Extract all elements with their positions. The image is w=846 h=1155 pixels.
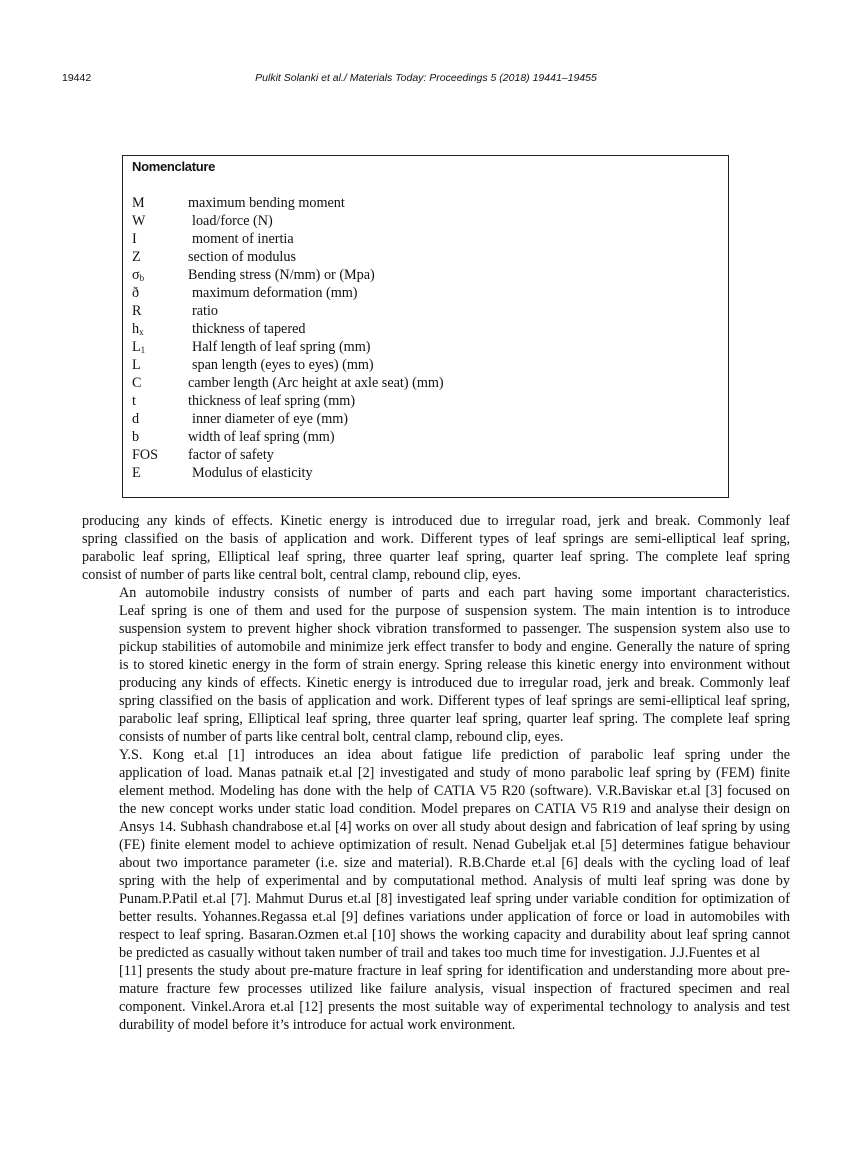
nomenclature-definition: width of leaf spring (mm) <box>188 429 335 445</box>
nomenclature-definition: moment of inertia <box>192 231 294 247</box>
paragraph-2 <box>62 584 790 746</box>
nomenclature-title: Nomenclature <box>132 159 216 174</box>
text-line: be predicted as casually without taken number of trail and takes too much time for investigation. J.J.Fuentes et al <box>119 945 761 961</box>
text-line: parabolic leaf spring, Elliptical leaf spring, three quarter leaf spring, quarter leaf spring. The complete leaf spring <box>119 711 790 727</box>
nomenclature-symbol: d <box>132 411 140 427</box>
paragraph-1 <box>62 512 790 584</box>
nomenclature-symbol: t <box>132 393 136 409</box>
nomenclature-box <box>122 155 729 498</box>
nomenclature-definition: factor of safety <box>188 447 274 463</box>
running-header <box>62 72 790 90</box>
text-line: durability of model before it’s introduce for actual work environment. <box>119 1017 516 1033</box>
body-text <box>62 512 790 1034</box>
nomenclature-definition: Modulus of elasticity <box>192 465 313 481</box>
text-line: spring classified on the basis of application and work. Different types of leaf springs are semi-elliptical leaf spring, <box>82 531 790 547</box>
text-line: consists of number of parts like central bolt, central clamp, rebound clip, eyes. <box>119 729 564 745</box>
text-line: is to stored kinetic energy in the form of strain energy. Spring release this kinetic energy into environment without <box>119 657 790 673</box>
text-line: element method. Modeling has done with the help of CATIA V5 R20 (software). V.R.Baviskar et.al [3] focused on <box>119 783 790 799</box>
nomenclature-symbol: b <box>132 429 140 445</box>
text-line: component. Vinkel.Arora et.al [12] presents the most suitable way of experimental technology to analysis and test <box>119 999 790 1015</box>
paragraph-3 <box>62 746 790 1034</box>
nomenclature-symbol: $\sigma_b$ <box>132 267 145 283</box>
journal-citation: Pulkit Solanki et al./ Materials Today: Proceedings 5 (2018) 19441–19455 <box>255 72 597 84</box>
nomenclature-definition: ratio <box>192 303 218 319</box>
nomenclature-definition: section of modulus <box>188 249 296 265</box>
nomenclature-symbol: Z <box>132 249 141 265</box>
text-line: better results. Yohannes.Regassa et.al [9] defines variations under application of force or load in automobiles with <box>119 909 790 925</box>
nomenclature-definition: thickness of leaf spring (mm) <box>188 393 356 409</box>
text-line: suspension system to prevent higher shock vibration transformed to passenger. The suspension system also use to <box>119 621 790 637</box>
text-line: Leaf spring is one of them and used for the purpose of suspension system. The main intention is to introduce <box>119 603 790 619</box>
nomenclature-definition: Bending stress (N/mm) or (Mpa) <box>188 267 375 283</box>
nomenclature-symbol: FOS <box>132 447 159 463</box>
nomenclature-symbol: I <box>132 231 137 247</box>
text-line: parabolic leaf spring, Elliptical leaf spring, three quarter leaf spring, quarter leaf spring. The complete leaf spring <box>82 549 790 565</box>
text-line: consist of number of parts like central bolt, central clamp, rebound clip, eyes. <box>82 567 521 583</box>
nomenclature-symbol: C <box>132 375 142 391</box>
nomenclature-symbol: $h_x$ <box>132 321 144 337</box>
nomenclature-symbol: $L_1$ <box>132 339 146 355</box>
page-number: 19442 <box>62 72 92 84</box>
text-line: respect to leaf spring. Basaran.Ozmen et.al [10] shows the working capacity and durability about leaf spring cannot <box>119 927 790 943</box>
nomenclature-symbol: L <box>132 357 141 373</box>
nomenclature-definition: maximum bending moment <box>188 195 345 211</box>
text-line: Ansys 14. Subhash chandrabose et.al [4] works on over all study about design and fabrication of leaf spring by using <box>119 819 790 835</box>
nomenclature-symbol: ð <box>132 285 140 301</box>
text-line: pickup stabilities of automobile and minimize jerk effect transfer to body and engine. Generally the nature of spring <box>119 639 790 655</box>
text-line: [11] presents the study about pre-mature fracture in leaf spring for identification and understanding more about pre- <box>119 963 790 979</box>
nomenclature-definition: span length (eyes to eyes) (mm) <box>192 357 374 373</box>
nomenclature-symbol: R <box>132 303 142 319</box>
nomenclature-definition: load/force (N) <box>192 213 273 229</box>
text-line: spring with the help of experimental and by computational method. Analysis of multi leaf spring was done by <box>119 873 790 889</box>
text-line: Y.S. Kong et.al [1] introduces an idea about fatigue life prediction of parabolic leaf spring under the <box>119 747 790 763</box>
nomenclature-definition: camber length (Arc height at axle seat) (mm) <box>188 375 444 391</box>
text-line: producing any kinds of effects. Kinetic energy is introduced due to irregular road, jerk and break. Commonly leaf <box>119 675 790 691</box>
text-line: the new concept works under static load condition. Model prepares on CATIA V5 R19 and analyse their design on <box>119 801 790 817</box>
text-line: producing any kinds of effects. Kinetic energy is introduced due to irregular road, jerk and break. Commonly leaf <box>82 513 790 529</box>
text-line: mature fracture few processes utilized like failure analysis, visual inspection of fractured specimen and real <box>119 981 790 997</box>
nomenclature-definition: Half length of leaf spring (mm) <box>192 339 371 355</box>
text-line: about two importance parameter (i.e. size and material). R.B.Charde et.al [6] deals with the cycling load of leaf <box>119 855 790 871</box>
nomenclature-symbol: M <box>132 195 145 211</box>
text-line: spring classified on the basis of application and work. Different types of leaf springs are semi-elliptical leaf spring, <box>119 693 790 709</box>
text-line: An automobile industry consists of number of parts and each part having some important characteristics. <box>119 585 790 601</box>
nomenclature-definition: inner diameter of eye (mm) <box>192 411 348 427</box>
text-line: Punam.P.Patil et.al [7]. Mahmut Durus et.al [8] investigated leaf spring under variable condition for optimization of <box>119 891 790 907</box>
text-line: (FE) finite element model to achieve optimization of result. Nenad Gubeljak et.al [5] determines fatigue behaviour <box>119 837 790 853</box>
nomenclature-definition: maximum deformation (mm) <box>192 285 358 301</box>
nomenclature-symbol: E <box>132 465 141 481</box>
nomenclature-definition: thickness of tapered <box>192 321 306 337</box>
text-line: application of load. Manas patnaik et.al [2] investigated and study of mono parabolic leaf spring by (FEM) finite <box>119 765 790 781</box>
nomenclature-symbol: W <box>132 213 146 229</box>
